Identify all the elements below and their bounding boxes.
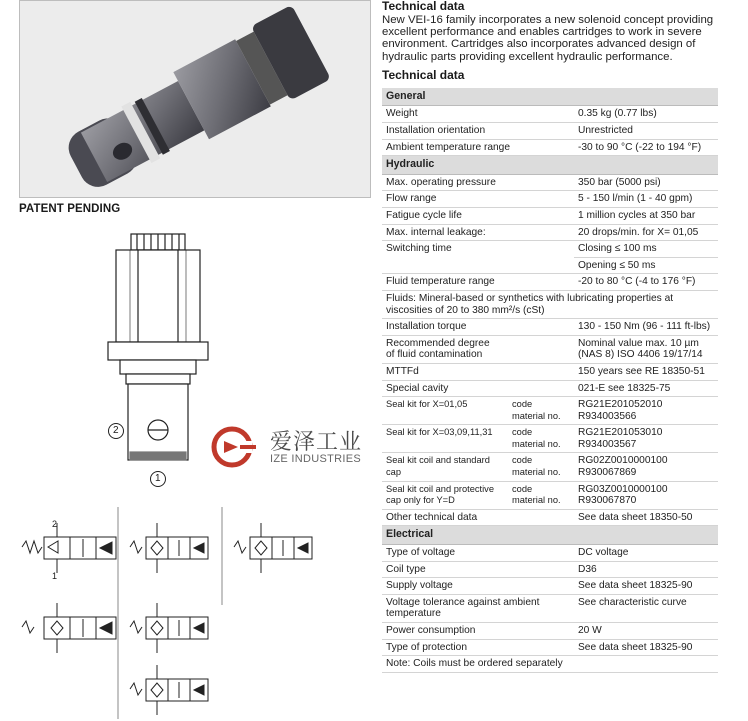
intro-title: Technical data — [382, 0, 465, 13]
table-row: Weight 0.35 kg (0.77 lbs) — [382, 106, 718, 123]
table-row: Power consumption 20 W — [382, 623, 718, 640]
symbol-port-2-label: 2 — [52, 519, 58, 529]
table-row: MTTFd 150 years see RE 18350-51 — [382, 363, 718, 380]
symbol-port-1-label: 1 — [52, 571, 58, 581]
table-row: Seal kit for X=01,05 code material no. RG21E201052010 R934003566 — [382, 397, 718, 425]
section-electrical: Electrical — [382, 526, 718, 545]
section-general: General — [382, 88, 718, 106]
intro-text: New VEI-16 family incorporates a new solenoid concept providing excellent performance and enables cartridges to work in severe environment. Cartridges also incorporates advanced design of hydraulic parts providing excellent hydraulic performance. — [382, 14, 714, 63]
section-hydraulic: Hydraulic — [382, 156, 718, 175]
port-1-label: 1 — [155, 473, 161, 484]
watermark-english: IZE INDUSTRIES — [270, 453, 361, 465]
table-row: Voltage tolerance against ambient temperature See characteristic curve — [382, 594, 718, 622]
table-row: Other technical data See data sheet 18350-50 — [382, 509, 718, 526]
product-photo — [19, 0, 371, 198]
table-row: Recommended degree of fluid contamination Nominal value max. 10 µm (NAS 8) ISO 4406 19/17/14 — [382, 335, 718, 363]
coils-note: Note: Coils must be ordered separately — [382, 656, 718, 673]
table-row: Seal kit coil and protective code cap only for Y=D material no. RG03Z0010000100 R930067870 — [382, 481, 718, 509]
table-row: Special cavity 021-E see 18325-75 — [382, 380, 718, 397]
table-row: Flow range 5 - 150 l/min (1 - 40 gpm) — [382, 191, 718, 208]
table-row: Seal kit coil and standard code cap material no. RG02Z0010000100 R930067869 — [382, 453, 718, 481]
table-row: Fluids: Mineral-based or synthetics with lubricating properties at viscosities of 20 to 380 mm²/s (cSt) — [382, 290, 718, 318]
patent-pending-label: PATENT PENDING — [19, 203, 121, 215]
port-2-label: 2 — [113, 425, 119, 436]
table-row: Coil type D36 — [382, 561, 718, 578]
technical-data-table — [382, 88, 718, 673]
table-row: Installation orientation Unrestricted — [382, 123, 718, 140]
table-row: Max. operating pressure 350 bar (5000 psi) — [382, 174, 718, 191]
table-row — [382, 656, 718, 673]
table-row: Max. internal leakage: 20 drops/min. for X= 01,05 — [382, 224, 718, 241]
hydraulic-symbols — [12, 505, 372, 721]
table-row: Opening ≤ 50 ms — [382, 257, 718, 274]
table-row: Installation torque 130 - 150 Nm (96 - 111 ft-lbs) — [382, 319, 718, 336]
table-row: Seal kit for X=03,09,11,31 code material no. RG21E201053010 R934003567 — [382, 425, 718, 453]
table-row: Type of voltage DC voltage — [382, 545, 718, 562]
table-row: Type of protection See data sheet 18325-90 — [382, 639, 718, 656]
table-row: Fatigue cycle life 1 million cycles at 350 bar — [382, 207, 718, 224]
table-row: Fluid temperature range -20 to 80 °C (-4 to 176 °F) — [382, 274, 718, 291]
watermark-chinese: 爱泽工业 — [270, 430, 363, 455]
table-heading: Technical data — [382, 67, 465, 82]
ize-logo-icon — [210, 425, 260, 469]
table-row: Switching time Closing ≤ 100 ms — [382, 241, 718, 258]
technical-data-column — [382, 0, 718, 673]
table-row: Ambient temperature range -30 to 90 °C (-22 to 194 °F) — [382, 139, 718, 156]
watermark — [210, 423, 370, 473]
table-row: Supply voltage See data sheet 18325-90 — [382, 578, 718, 595]
